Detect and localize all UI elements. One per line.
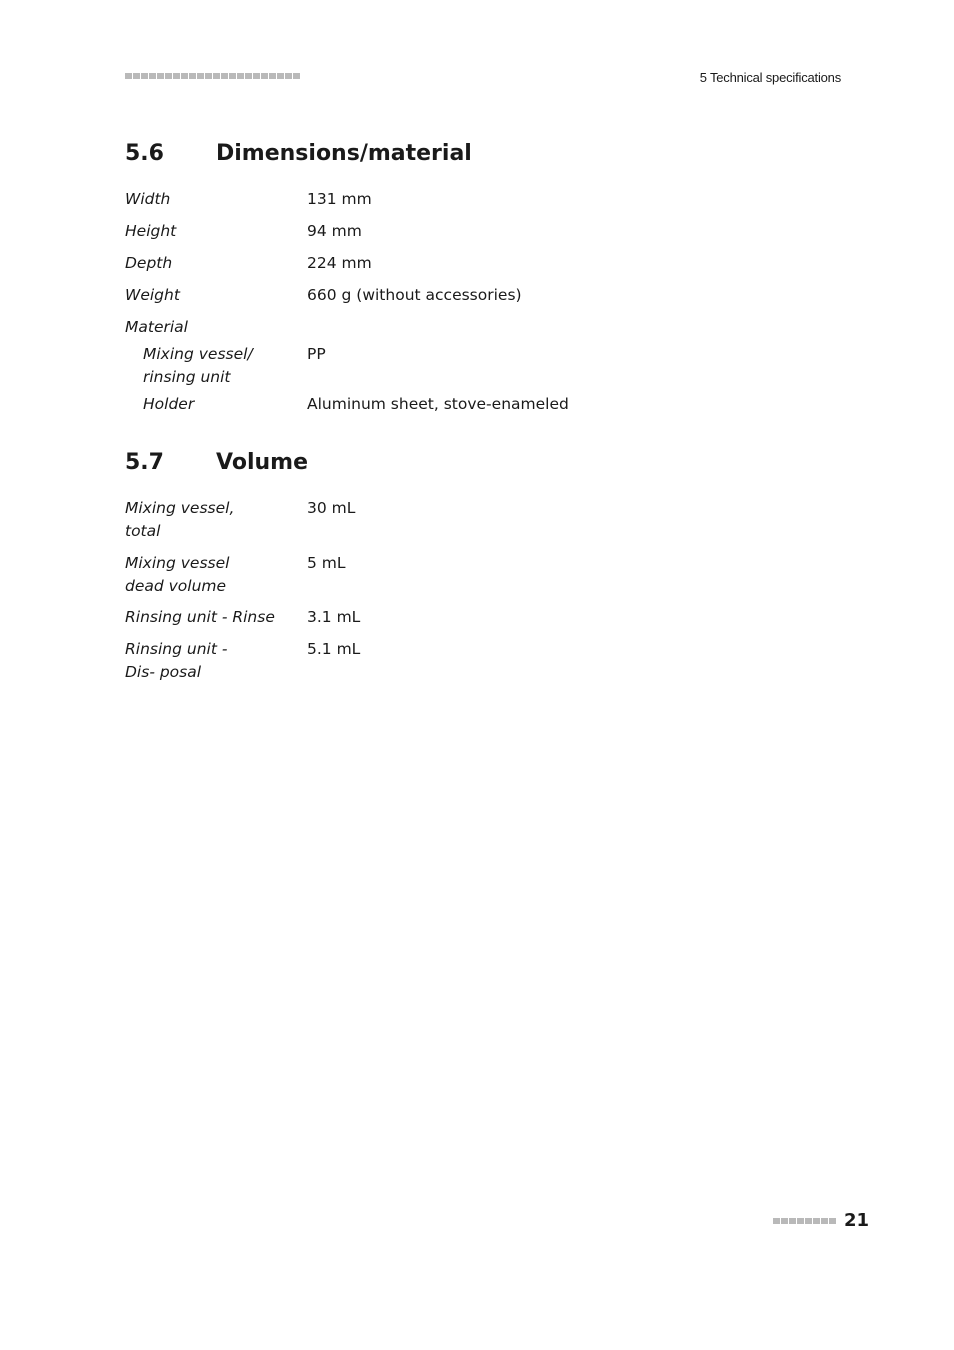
spec-value: 131 mm [307,190,372,208]
spec-value: 5.1 mL [307,640,361,658]
spec-label: Mixing vessel dead volume [125,554,230,595]
spec-value: Aluminum sheet, stove-enameled [307,395,569,413]
spec-value: 660 g (without accessories) [307,286,522,304]
spec-sublabel: Holder [143,395,195,413]
section-number: 5.7 [125,450,164,475]
spec-value: 3.1 mL [307,608,361,626]
running-header: 5 Technical specifications [699,70,841,85]
spec-label: Depth [125,254,173,272]
section-number: 5.6 [125,141,164,166]
spec-value: 5 mL [307,554,346,572]
spec-value: PP [307,345,326,363]
section-title: Volume [216,450,308,475]
footer-decoration [773,1218,836,1224]
header-decoration [125,73,300,79]
spec-label: Width [125,190,171,208]
section-title: Dimensions/material [216,141,472,166]
spec-label: Rinsing unit - Rinse [125,608,275,626]
spec-label: Mixing vessel, total [125,499,235,540]
section-heading-dimensions [125,141,472,166]
spec-value: 224 mm [307,254,372,272]
spec-value: 94 mm [307,222,362,240]
spec-label: Rinsing unit - Dis- posal [125,640,228,681]
spec-label: Height [125,222,177,240]
spec-label: Weight [125,286,180,304]
spec-sublabel: Mixing vessel/ rinsing unit [143,345,253,386]
spec-label: Material [125,318,188,336]
page-number: 21 [844,1210,870,1231]
spec-value: 30 mL [307,499,356,517]
section-heading-volume [125,450,308,475]
